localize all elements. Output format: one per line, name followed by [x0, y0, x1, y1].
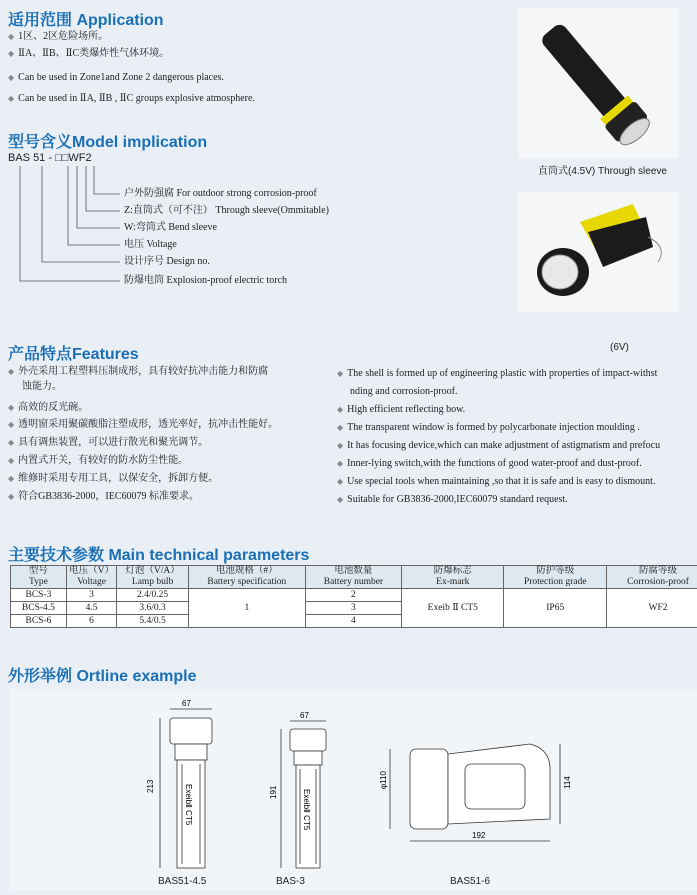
table-row: BCS-3 3 2.4/0.25 1 2 Exeib Ⅱ CT5 IP65 WF2 [11, 589, 697, 602]
body-mark: ExeibⅡ CT5 [184, 784, 193, 826]
list-item: ◆ The transparent window is formed by polycarbonate injection moulding . [337, 421, 697, 439]
battery-spec-cell: 1 [189, 589, 306, 628]
table-header-row [11, 566, 697, 589]
diamond-bullet-icon: ◆ [337, 459, 343, 468]
list-item: ◆ Inner-lying switch,with the functions of good water-proof and dust-proof. [337, 457, 697, 475]
diamond-bullet-icon: ◆ [8, 420, 14, 429]
params-table-wrap [10, 565, 697, 628]
list-item: 防爆电筒 Explosion-proof electric torch [124, 274, 329, 291]
outline-label-2: BAS-3 [276, 876, 305, 887]
features-en-list [337, 367, 697, 511]
dim-label: 213 [146, 779, 155, 793]
col-header-ex-mark: 防爆标志 Ex-mark [402, 566, 504, 589]
model-code: BAS 51 - □□WF2 [8, 152, 92, 164]
list-item: 户外防强腐 For outdoor strong corrosion-proof [124, 187, 329, 204]
col-header-voltage: 电压（V） Voltage [66, 566, 116, 589]
table-row: BCS-6 6 5.4/0.5 4 [11, 615, 697, 628]
dim-label: 67 [300, 711, 309, 720]
handheld-torch-illustration [518, 192, 678, 312]
col-header-protection: 防护等级 Protection grade [504, 566, 607, 589]
list-item: ◆ 透明窗采用聚碳酸脂注塑成形，透光率好，抗冲击性能好。 [8, 418, 333, 436]
col-header-lamp: 灯泡（V/A） Lamp bulb [117, 566, 189, 589]
corrosion-cell: WF2 [607, 589, 697, 628]
list-item: ◆ 具有调焦装置，可以进行散光和聚光调节。 [8, 436, 333, 454]
diamond-bullet-icon: ◆ [8, 492, 14, 501]
list-item: nding and corrosion-proof. [337, 385, 697, 403]
col-header-battery-number: 电池数量 Battery number [305, 566, 402, 589]
ex-mark-cell: Exeib Ⅱ CT5 [402, 589, 504, 628]
list-item: ◆ 内置式开关，有较好的防水防尘性能。 [8, 454, 333, 472]
features-cn-list [8, 365, 333, 508]
diamond-bullet-icon: ◆ [337, 477, 343, 486]
torch-photo-straight [518, 8, 678, 158]
list-item: ◆ 1区、2区危险场所。 [8, 30, 255, 43]
list-item: ◆ 符合GB3836-2000，IEC60079 标准要求。 [8, 490, 333, 508]
col-header-corrosion: 防腐等级 Corrosion-proof [607, 566, 697, 589]
caption-handheld: (6V) [610, 342, 629, 353]
dim-label: 114 [563, 776, 572, 789]
dim-label: 192 [472, 831, 486, 840]
list-item: ◆ Use special tools when maintaining ,so that it is safe and is easy to dismount. [337, 475, 697, 493]
diamond-bullet-icon: ◆ [337, 495, 343, 504]
list-item: ◆ High efficient reflecting bow. [337, 403, 697, 421]
diamond-bullet-icon: ◆ [8, 403, 14, 412]
list-item: ◆ 外壳采用工程塑料压制成形，具有较好抗冲击能力和防腐 [8, 365, 333, 380]
outline-label-1: BAS51-4.5 [158, 876, 206, 887]
diamond-bullet-icon: ◆ [8, 456, 14, 465]
application-list [8, 30, 255, 105]
diamond-bullet-icon: ◆ [8, 94, 14, 103]
torch-photo-handheld [518, 192, 678, 312]
col-header-battery-spec: 电池规格（#） Battery specification [189, 566, 306, 589]
diamond-bullet-icon: ◆ [8, 367, 14, 376]
outline-drawings [10, 689, 697, 890]
list-item: ◆ The shell is formed up of engineering plastic with properties of impact-withst [337, 367, 697, 385]
list-item: ◆ It has focusing device,which can make adjustment of astigmatism and prefocu [337, 439, 697, 457]
list-item: ◆ ⅡA、ⅡB、ⅡC类爆炸性气体环境。 [8, 47, 255, 60]
outline-label-3: BAS51-6 [450, 876, 490, 887]
params-table [10, 565, 697, 628]
caption-straight: 直筒式(4.5V) Through sleeve [538, 162, 667, 177]
dim-label: 191 [269, 785, 278, 799]
diamond-bullet-icon: ◆ [8, 49, 14, 58]
list-item: 蚀能力。 [8, 380, 333, 401]
list-item: 设计序号 Design no. [124, 255, 329, 274]
list-item: ◆ 高效的反光碗。 [8, 401, 333, 418]
outline-title: 外形举例 Ortline example [8, 663, 197, 686]
body-mark: ExeibⅡ CT5 [302, 789, 311, 831]
straight-torch-illustration [518, 8, 678, 158]
diamond-bullet-icon: ◆ [8, 438, 14, 447]
list-item: ◆ Can be used in ⅡA, ⅡB , ⅡC groups explosive atmosphere. [8, 92, 255, 105]
diamond-bullet-icon: ◆ [8, 474, 14, 483]
list-item: ◆ Suitable for GB3836-2000,IEC60079 standard request. [337, 493, 697, 511]
outline-drawing-area [10, 689, 697, 890]
model-title: 型号含义Model implication [8, 129, 207, 152]
application-title: 适用范围 Application [8, 7, 164, 30]
list-item: Z:直筒式（可不注） Through sleeve(Ommitable) [124, 204, 329, 221]
list-item: 电压 Voltage [124, 238, 329, 255]
dim-label: 67 [182, 699, 191, 708]
model-items [124, 187, 329, 291]
list-item: ◆ 维修时采用专用工具，以保安全，拆卸方便。 [8, 472, 333, 490]
diamond-bullet-icon: ◆ [8, 32, 14, 41]
protection-cell: IP65 [504, 589, 607, 628]
list-item: ◆ Can be used in Zone1and Zone 2 dangerous places. [8, 71, 255, 84]
diamond-bullet-icon: ◆ [337, 423, 343, 432]
features-title: 产品特点Features [8, 341, 139, 364]
diamond-bullet-icon: ◆ [337, 369, 343, 378]
col-header-type: 型号 Type [11, 566, 67, 589]
table-row: BCS-4.5 4.5 3.6/0.3 3 [11, 602, 697, 615]
params-title: 主要技术参数 Main technical parameters [8, 542, 309, 565]
diamond-bullet-icon: ◆ [8, 73, 14, 82]
model-bracket-lines [0, 160, 130, 290]
list-item: W:弯筒式 Bend sleeve [124, 221, 329, 238]
diamond-bullet-icon: ◆ [337, 441, 343, 450]
diamond-bullet-icon: ◆ [337, 405, 343, 414]
dim-label: φ110 [379, 771, 388, 789]
